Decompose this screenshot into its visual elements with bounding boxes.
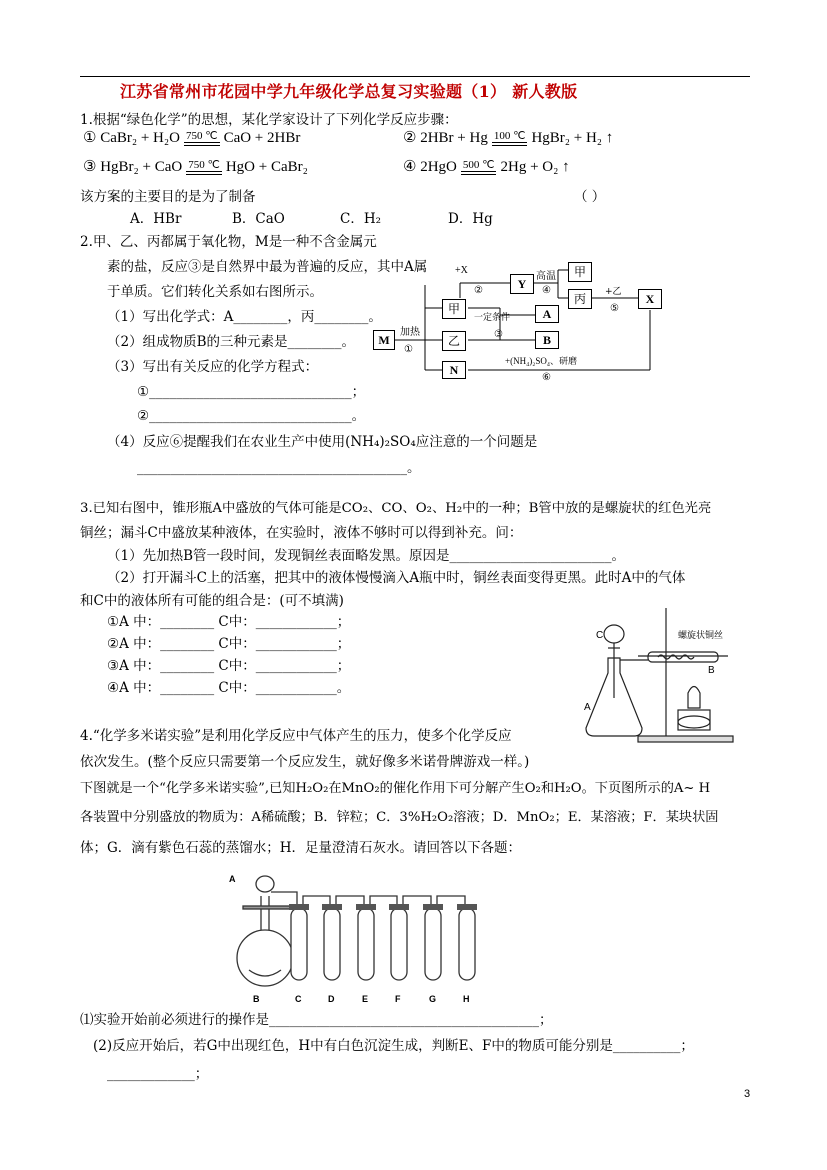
q1-reaction-2 [403, 128, 613, 147]
q1-answer-paren: （ ） [574, 189, 606, 205]
diagram-box-jia: 甲 [442, 299, 466, 319]
diagram-box-b: B [535, 331, 559, 349]
header-rule [80, 76, 750, 77]
q2-equation-1: ①______________________________； [137, 384, 366, 400]
fig4-label-b: B [253, 994, 260, 1004]
diagram-box-n: N [442, 361, 466, 379]
q3-row-2: ②A 中：________ C中：____________； [107, 636, 351, 652]
q4-line-4: 各装置中分别盛放的物质为：A稀硫酸；B．锌粒；C．3%H₂O₂溶液；D．MnO₂；E．某溶液；F．某块状固 [80, 810, 719, 825]
diagram-box-bing: 丙 [568, 289, 592, 309]
diagram-plus-yi: +乙 [605, 287, 622, 297]
q4-domino-apparatus [225, 866, 490, 1006]
diagram-circle-4: ④ [542, 285, 551, 296]
q3-apparatus-figure [578, 598, 746, 750]
diagram-yiding: 一定条件 [474, 313, 511, 323]
diagram-box-x: X [638, 289, 662, 309]
q2-sub-2: （2）组成物质B的三种元素是________。 [107, 334, 356, 350]
q1-r3-left: ③ HgBr₂ + CaO [83, 159, 183, 175]
q2-line-3: 于单质。它们转化关系如右图所示。 [107, 284, 323, 300]
q4-sub-2: (2)反应开始后，若G中出现红色，H中有白色沉淀生成，判断E、F中的物质可能分别是__________； [93, 1038, 694, 1054]
fig4-label-g: G [429, 994, 437, 1004]
q4-sub-1: ⑴实验开始前必须进行的操作是________________________________________； [80, 1012, 553, 1028]
q2-sub-4-blank: ________________________________________。 [137, 460, 421, 476]
q3-row-1: ①A 中：________ C中：____________； [107, 614, 351, 630]
q2-line-1: 2.甲、乙、丙都属于氧化物，M是一种不含金属元 [80, 234, 377, 250]
page-title: 江苏省常州市花园中学九年级化学总复习实验题（1） 新人教版 [120, 82, 578, 101]
q3-sub-2: （2）打开漏斗C上的活塞，把其中的液体慢慢滴入A瓶中时，铜丝表面变得更黑。此时A中的气体 [107, 570, 686, 586]
q4-line-3: 下图就是一个“化学多米诺实验”,已知H₂O₂在MnO₂的催化作用下可分解产生O₂和H₂O。下页图所示的A~ H [80, 781, 711, 796]
diagram-box-m: M [373, 330, 395, 350]
q2-sub-4: （4）反应⑥提醒我们在农业生产中使用(NH₄)₂SO₄应注意的一个问题是 [107, 434, 538, 450]
fig-label-c: C [596, 630, 604, 641]
fig4-label-d: D [328, 994, 335, 1004]
q3-line-2: 铜丝；漏斗C中盛放某种液体，在实验时，液体不够时可以得到补充。问： [80, 525, 523, 541]
q3-row-3: ③A 中：________ C中：____________； [107, 658, 351, 674]
fig4-label-a: A [229, 874, 236, 884]
q1-reaction-1 [83, 128, 300, 147]
q1-option-c: C．H₂ [340, 211, 382, 227]
diagram-circle-5: ⑤ [610, 303, 619, 314]
q1-option-d: D．Hg [448, 211, 493, 227]
q4-line-2: 依次发生。(整个反应只需要第一个反应发生，就好像多米诺骨牌游戏一样。) [80, 754, 530, 770]
q1-reaction-4 [403, 157, 570, 176]
q1-r1-right: CaO + 2HBr [223, 130, 301, 146]
fig-label-b: B [708, 665, 715, 676]
q1-r4-arrow: 500 ℃ [461, 160, 497, 175]
q3-row-4: ④A 中：________ C中：____________。 [107, 680, 351, 696]
q4-line-1: 4.“化学多米诺实验”是利用化学反应中气体产生的压力，使多个化学反应 [80, 728, 512, 744]
q1-r4-right: 2Hg + O₂ ↑ [500, 159, 570, 175]
fig4-label-e: E [362, 994, 369, 1004]
fig4-label-h: H [463, 994, 470, 1004]
diagram-circle-2: ② [474, 285, 483, 296]
q3-line-1: 3.已知右图中，锥形瓶A中盛放的气体可能是CO₂、CO、O₂、H₂中的一种；B管中放的是螺旋状的红色光亮 [80, 501, 712, 516]
q1-r1-left: ① CaBr₂ + H₂O [83, 130, 180, 146]
q1-r1-arrow: 750 ℃ [184, 131, 220, 146]
q3-sub-1: （1）先加热B管一段时间，发现铜丝表面略发黑。原因是________________________。 [107, 548, 626, 564]
q1-r2-arrow: 100 ℃ [492, 131, 528, 146]
diagram-box-y: Y [510, 274, 534, 294]
q1-r2-right: HgBr₂ + H₂ ↑ [531, 130, 614, 146]
q4-sub-2-blank: _____________； [107, 1066, 209, 1082]
diagram-box-jia-2: 甲 [568, 262, 592, 282]
q1-stem: 1.根据“绿色化学”的思想，某化学家设计了下列化学反应步骤： [80, 112, 458, 128]
diagram-plus-x: +X [455, 265, 468, 276]
q1-r2-left: ② 2HBr + Hg [403, 130, 488, 146]
diagram-box-a: A [535, 305, 559, 323]
q2-sub-1: （1）写出化学式：A________，丙________。 [107, 309, 382, 325]
diagram-circle-1: ① [404, 344, 413, 355]
fig-label-a: A [584, 702, 591, 713]
q1-r3-arrow: 750 ℃ [186, 160, 222, 175]
q2-equation-2: ②______________________________。 [137, 408, 366, 424]
q2-sub-3: （3）写出有关反应的化学方程式： [107, 359, 319, 375]
q4-line-5: 体；G．滴有紫色石蕊的蒸馏水；H．足量澄清石灰水。请回答以下各题： [80, 840, 522, 856]
fig4-label-c: C [295, 994, 302, 1004]
diagram-jiare: 加热 [400, 327, 420, 338]
page-number: 3 [744, 1088, 751, 1100]
q3-sub-2-cont: 和C中的液体所有可能的组合是：(可不填满) [80, 593, 344, 609]
q1-question: 该方案的主要目的是为了制备 [80, 189, 256, 205]
diagram-circle-3: ③ [494, 329, 503, 340]
diagram-circle-6: ⑥ [542, 372, 551, 383]
fig-label-copper: 螺旋状铜丝 [678, 631, 724, 641]
q1-reaction-3 [83, 157, 308, 176]
q1-option-a: A．HBr [130, 211, 182, 227]
fig4-label-f: F [395, 994, 401, 1004]
diagram-gaowen: 高温 [536, 271, 556, 282]
q1-option-b: B．CaO [232, 211, 285, 227]
q1-r3-right: HgO + CaBr₂ [225, 159, 308, 175]
q2-line-2: 素的盐，反应③是自然界中最为普遍的反应，其中A属 [107, 259, 428, 275]
q1-r4-left: ④ 2HgO [403, 159, 457, 175]
diagram-nh4so4: +(NH₄)₂SO₄、研磨 [505, 356, 577, 366]
diagram-box-yi: 乙 [442, 331, 466, 351]
